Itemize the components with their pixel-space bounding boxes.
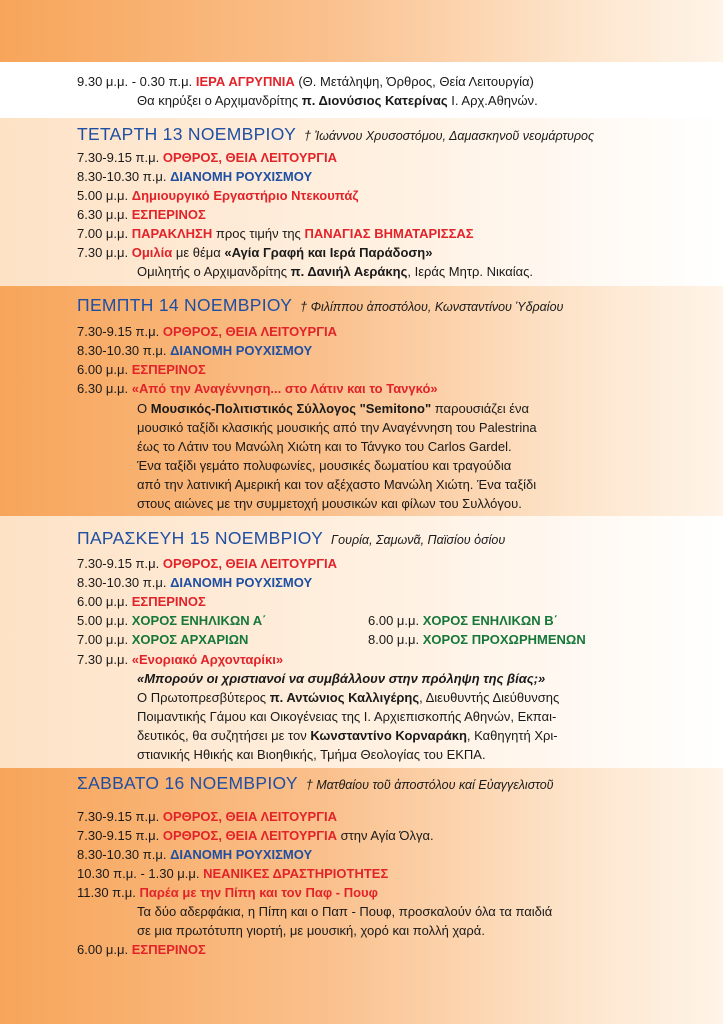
intro-preacher-line: Θα κηρύξει ο Αρχιμανδρίτης π. Διονύσιος Κατερίνας Ι. Αρχ.Αθηνών.: [137, 93, 538, 108]
event-description: στους αιώνες με την συμμετοχή μουσικών και φίλων του Συλλόγου.: [137, 496, 522, 511]
schedule-item: 6.30 μ.μ. ΕΣΠΕΡΙΝΟΣ: [77, 207, 206, 222]
event-description: από την λατινική Αμερική και τον αξέχαστο Μανώλη Χιώτη. Ένα ταξίδι: [137, 477, 537, 492]
schedule-item: 10.30 π.μ. - 1.30 μ.μ. ΝΕΑΝΙΚΕΣ ΔΡΑΣΤΗΡΙΟΤΗΤΕΣ: [77, 866, 389, 881]
event-description: Τα δύο αδερφάκια, η Πίπη και ο Παπ - Πουφ, προσκαλούν όλα τα παιδιά: [137, 904, 553, 919]
schedule-item: 8.30-10.30 π.μ. ΔΙΑΝΟΜΗ ΡΟΥΧΙΣΜΟΥ: [77, 847, 313, 862]
dance-row: 7.00 μ.μ. ΧΟΡΟΣ ΑΡΧΑΡΙΩΝ 8.00 μ.μ. ΧΟΡΟΣ ΠΡΟΧΩΡΗΜΕΝΩΝ: [77, 632, 586, 647]
event-description: στιανικής Ηθικής και Βιοηθικής, Τμήμα Θεολογίας του ΕΚΠΑ.: [137, 747, 486, 762]
schedule-item: 6.00 μ.μ. ΕΣΠΕΡΙΝΟΣ: [77, 362, 206, 377]
schedule-item: 7.30-9.15 π.μ. ΟΡΘΡΟΣ, ΘΕΙΑ ΛΕΙΤΟΥΡΓΙΑ: [77, 324, 338, 339]
day-heading-friday: ΠΑΡΑΣΚΕΥΗ 15 ΝΟΕΜΒΡΙΟΥ Γουρία, Σαμωνᾶ, Παϊσίου ὁσίου: [77, 528, 506, 548]
event-description: Ποιμαντικής Γάμου και Οικογένειας της Ι. Αρχιεπισκοπής Αθηνών, Εκπαι-: [137, 709, 557, 724]
schedule-item: 7.30-9.15 π.μ. ΟΡΘΡΟΣ, ΘΕΙΑ ΛΕΙΤΟΥΡΓΙΑ: [77, 150, 338, 165]
schedule-item: 5.00 μ.μ. Δημιουργικό Εργαστήριο Ντεκουπάζ: [77, 188, 359, 203]
schedule-item: 8.30-10.30 π.μ. ΔΙΑΝΟΜΗ ΡΟΥΧΙΣΜΟΥ: [77, 575, 313, 590]
schedule-note: Ομιλητής ο Αρχιμανδρίτης π. Δανιήλ Αεράκης, Ιεράς Μητρ. Νικαίας.: [137, 264, 534, 279]
schedule-item: 7.30-9.15 π.μ. ΟΡΘΡΟΣ, ΘΕΙΑ ΛΕΙΤΟΥΡΓΙΑ στην Αγία Όλγα.: [77, 828, 434, 843]
schedule-item: 11.30 π.μ. Παρέα με την Πίπη και τον Παφ - Πουφ: [77, 885, 378, 900]
schedule-item: 7.30-9.15 π.μ. ΟΡΘΡΟΣ, ΘΕΙΑ ΛΕΙΤΟΥΡΓΙΑ: [77, 556, 338, 571]
event-description: Ο Πρωτοπρεσβύτερος π. Αντώνιος Καλλιγέρης, Διευθυντής Διεύθυνσης: [137, 690, 560, 705]
schedule-item: 6.30 μ.μ. «Από την Αναγέννηση... στο Λάτιν και το Τανγκό»: [77, 381, 438, 396]
top-orange-band: [0, 0, 723, 62]
schedule-item: 8.30-10.30 π.μ. ΔΙΑΝΟΜΗ ΡΟΥΧΙΣΜΟΥ: [77, 169, 313, 184]
dance-row: 5.00 μ.μ. ΧΟΡΟΣ ΕΝΗΛΙΚΩΝ Α΄ 6.00 μ.μ. ΧΟΡΟΣ ΕΝΗΛΙΚΩΝ Β΄: [77, 613, 558, 628]
schedule-item: 6.00 μ.μ. ΕΣΠΕΡΙΝΟΣ: [77, 942, 206, 957]
schedule-item: 7.30-9.15 π.μ. ΟΡΘΡΟΣ, ΘΕΙΑ ΛΕΙΤΟΥΡΓΙΑ: [77, 809, 338, 824]
talk-question: «Μπορούν οι χριστιανοί να συμβάλλουν στην πρόληψη της βίας;»: [137, 671, 546, 686]
schedule-item: 7.00 μ.μ. ΠΑΡΑΚΛΗΣΗ προς τιμήν της ΠΑΝΑΓΙΑΣ ΒΗΜΑΤΑΡΙΣΣΑΣ: [77, 226, 474, 241]
event-description: έως το Λάτιν του Μανώλη Χιώτη και το Τάνγκο του Carlos Gardel.: [137, 439, 512, 454]
event-description: σε μια πρωτότυπη γιορτή, με μουσική, χορό και πολλή χαρά.: [137, 923, 485, 938]
day-heading-thursday: ΠΕΜΠΤΗ 14 ΝΟΕΜΒΡΙΟΥ † Φιλίππου ἀποστόλου, Κωνσταντίνου Ὑδραίου: [77, 295, 564, 315]
intro-vigil-line: 9.30 μ.μ. - 0.30 π.μ. ΙΕΡΑ ΑΓΡΥΠΝΙΑ (Θ. Μετάληψη, Όρθρος, Θεία Λειτουργία): [77, 74, 534, 89]
event-description: Ένα ταξίδι γεμάτο πολυφωνίες, μουσικές δωματίου και τραγούδια: [137, 458, 512, 473]
schedule-item: 8.30-10.30 π.μ. ΔΙΑΝΟΜΗ ΡΟΥΧΙΣΜΟΥ: [77, 343, 313, 358]
day-heading-saturday: ΣΑΒΒΑΤΟ 16 ΝΟΕΜΒΡΙΟΥ † Ματθαίου τοῦ ἀποστόλου καί Εὐαγγελιστοῦ: [77, 773, 554, 793]
schedule-item: 7.30 μ.μ. «Ενοριακό Αρχονταρίκι»: [77, 652, 284, 667]
event-description: δευτικός, θα συζητήσει με τον Κωνσταντίνο Κορναράκη, Καθηγητή Χρι-: [137, 728, 558, 743]
day-heading-wednesday: ΤΕΤΑΡΤΗ 13 ΝΟΕΜΒΡΙΟΥ † Ἰωάννου Χρυσοστόμου, Δαμασκηνοῦ νεομάρτυρος: [77, 124, 595, 144]
schedule-item: 7.30 μ.μ. Ομιλία με θέμα «Αγία Γραφή και Ιερά Παράδοση»: [77, 245, 433, 260]
event-description: Ο Μουσικός-Πολιτιστικός Σύλλογος "Semitono" παρουσιάζει ένα: [137, 401, 530, 416]
schedule-item: 6.00 μ.μ. ΕΣΠΕΡΙΝΟΣ: [77, 594, 206, 609]
event-description: μουσικό ταξίδι κλασικής μουσικής από την Αναγέννηση του Palestrina: [137, 420, 537, 435]
intro-band: [0, 62, 723, 118]
